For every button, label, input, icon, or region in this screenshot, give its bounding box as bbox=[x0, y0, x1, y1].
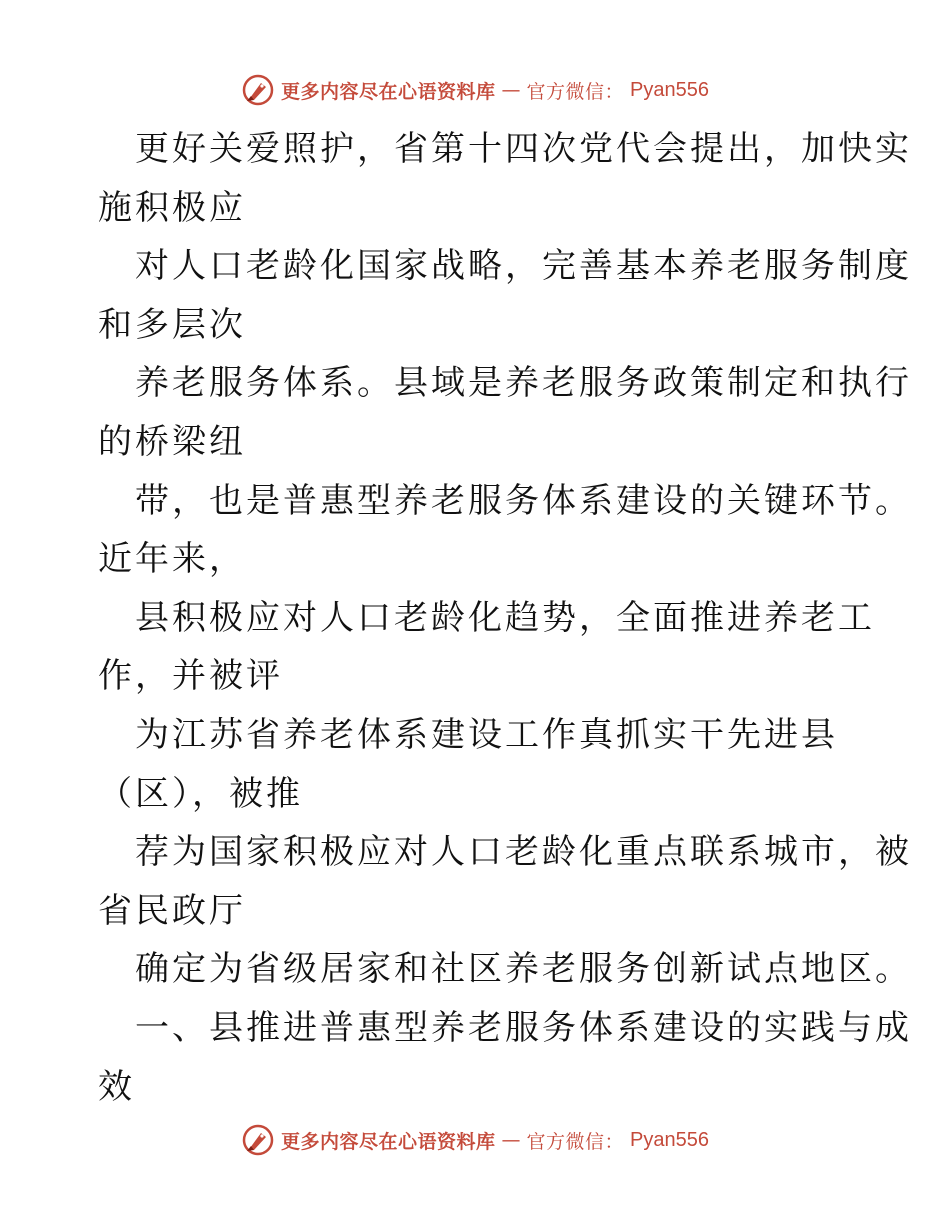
paragraph-line: （区），被推 bbox=[98, 773, 303, 814]
paragraph-line: 省民政厅 bbox=[98, 890, 246, 931]
section-heading-line: 效 bbox=[98, 1066, 135, 1107]
paragraph-line: 施积极应 bbox=[98, 187, 246, 228]
footer-watermark-banner bbox=[0, 1118, 950, 1162]
paragraph-line: 带，也是普惠型养老服务体系建设的关键环节。 bbox=[135, 480, 912, 521]
document-body bbox=[98, 120, 912, 1116]
header-watermark-banner bbox=[0, 68, 950, 112]
wechat-id: Pyan556 bbox=[630, 1128, 709, 1151]
paragraph-line: 更好关爱照护，省第十四次党代会提出，加快实 bbox=[135, 129, 912, 169]
banner-dash: — bbox=[501, 1129, 521, 1151]
banner-dash: — bbox=[501, 79, 521, 101]
paragraph-line: 县积极应对人口老龄化趋势，全面推进养老工 bbox=[135, 597, 875, 638]
paragraph-line: 为江苏省养老体系建设工作真抓实干先进县 bbox=[135, 714, 838, 755]
wechat-label: 官方微信： bbox=[526, 1130, 625, 1153]
site-name-text: 更多内容尽在心语资料库 bbox=[281, 1130, 496, 1153]
paragraph-line: 荐为国家积极应对人口老龄化重点联系城市，被 bbox=[135, 832, 912, 873]
paragraph-line: 和多层次 bbox=[98, 304, 246, 345]
paragraph-line: 作，并被评 bbox=[98, 656, 283, 697]
wechat-label: 官方微信： bbox=[526, 80, 625, 103]
section-heading-line: 一、县推进普惠型养老服务体系建设的实践与成 bbox=[135, 1007, 912, 1048]
paragraph-line: 对人口老龄化国家战略，完善基本养老服务制度 bbox=[135, 246, 912, 287]
paragraph-line: 养老服务体系。县域是养老服务政策制定和执行 bbox=[135, 363, 912, 404]
wechat-id: Pyan556 bbox=[630, 78, 709, 101]
paragraph-line: 近年来， bbox=[98, 539, 246, 580]
pen-nib-circle-logo-icon bbox=[241, 73, 275, 107]
site-name-text: 更多内容尽在心语资料库 bbox=[281, 80, 496, 103]
paragraph-line: 确定为省级居家和社区养老服务创新试点地区。 bbox=[135, 949, 912, 990]
pen-nib-circle-logo-icon bbox=[241, 1123, 275, 1157]
paragraph-line: 的桥梁纽 bbox=[98, 421, 246, 462]
